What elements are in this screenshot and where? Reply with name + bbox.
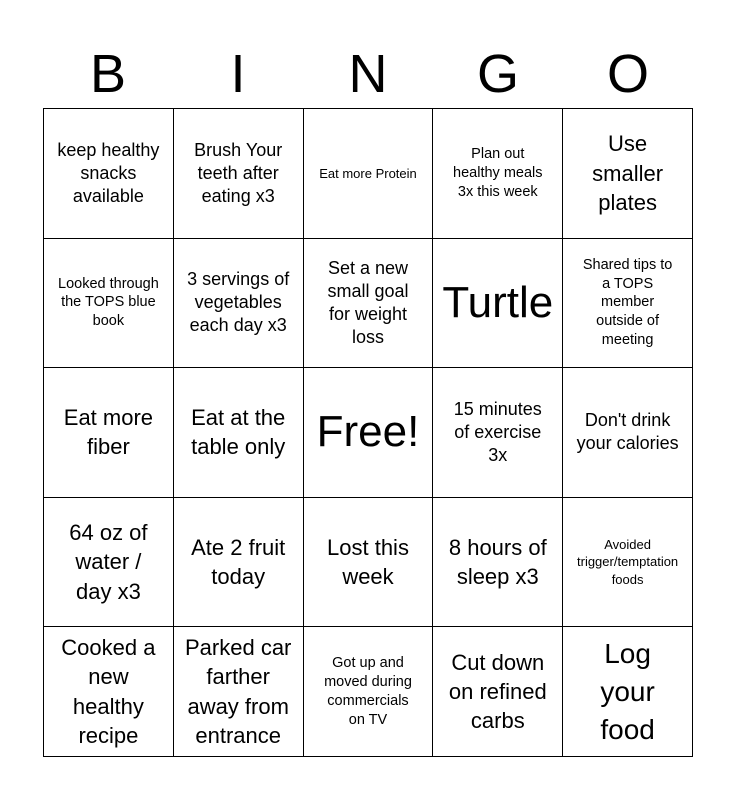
bingo-cell xyxy=(433,627,563,757)
bingo-cell xyxy=(44,498,174,628)
cell-text: Ate 2 fruit today xyxy=(191,534,286,590)
cell-text: Don't drink your calories xyxy=(576,410,679,454)
bingo-cell xyxy=(433,368,563,498)
cell-text: Cooked a new healthy recipe xyxy=(61,635,156,748)
bingo-cell xyxy=(44,368,174,498)
cell-text: Looked through the TOPS blue book xyxy=(58,275,159,330)
cell-text: 15 minutes of exercise 3x xyxy=(453,398,542,465)
bingo-cell xyxy=(563,368,693,498)
cell-text: Set a new small goal for weight loss xyxy=(327,257,409,347)
cell-text: Parked car farther away from entrance xyxy=(185,635,292,748)
header-letter-i: I xyxy=(230,44,246,104)
header-letter-o: O xyxy=(606,44,649,104)
cell-text: Cut down on refined carbs xyxy=(448,649,547,734)
bingo-cell xyxy=(174,239,304,369)
bingo-board xyxy=(43,108,693,757)
bingo-cell xyxy=(304,627,434,757)
bingo-cell xyxy=(563,239,693,369)
cell-text: Log your food xyxy=(600,638,655,745)
bingo-cell xyxy=(433,498,563,628)
bingo-cell xyxy=(563,498,693,628)
bingo-cell xyxy=(44,627,174,757)
bingo-cell xyxy=(304,109,434,239)
bingo-cell xyxy=(174,627,304,757)
cell-text: 3 servings of vegetables each day x3 xyxy=(187,269,290,336)
bingo-cell xyxy=(433,239,563,369)
cell-text: Eat more Protein xyxy=(319,165,417,181)
header-letter-b: B xyxy=(89,44,127,104)
cell-text: Shared tips to a TOPS member outside of meeting xyxy=(582,256,673,349)
cell-text: Use smaller plates xyxy=(592,131,664,215)
cell-text: Eat at the table only xyxy=(191,405,286,460)
cell-text: Got up and moved during commercials on TV xyxy=(324,655,412,728)
header-letter-g: G xyxy=(476,44,519,104)
bingo-cell xyxy=(433,109,563,239)
cell-text: Lost this week xyxy=(327,534,409,590)
bingo-cell xyxy=(304,498,434,628)
cell-text: 8 hours of sleep x3 xyxy=(448,534,547,590)
cell-text: Avoided trigger/temptation foods xyxy=(577,536,679,587)
cell-text: Brush Your teeth after eating x3 xyxy=(194,139,283,206)
free-space-cell xyxy=(304,368,434,498)
bingo-cell xyxy=(44,239,174,369)
cell-text: Turtle xyxy=(442,277,554,327)
cell-text: Plan out healthy meals 3x this week xyxy=(453,146,543,200)
cell-text: Eat more fiber xyxy=(63,405,154,460)
bingo-header xyxy=(43,40,693,108)
bingo-cell xyxy=(304,239,434,369)
bingo-cell xyxy=(174,368,304,498)
bingo-cell xyxy=(563,109,693,239)
header-letter-n: N xyxy=(348,44,388,104)
bingo-cell xyxy=(44,109,174,239)
bingo-cell xyxy=(174,109,304,239)
cell-text: keep healthy snacks available xyxy=(57,139,160,206)
free-space-text: Free! xyxy=(316,407,420,457)
cell-text: 64 oz of water / day x3 xyxy=(69,520,148,604)
bingo-cell xyxy=(174,498,304,628)
bingo-cell xyxy=(563,627,693,757)
